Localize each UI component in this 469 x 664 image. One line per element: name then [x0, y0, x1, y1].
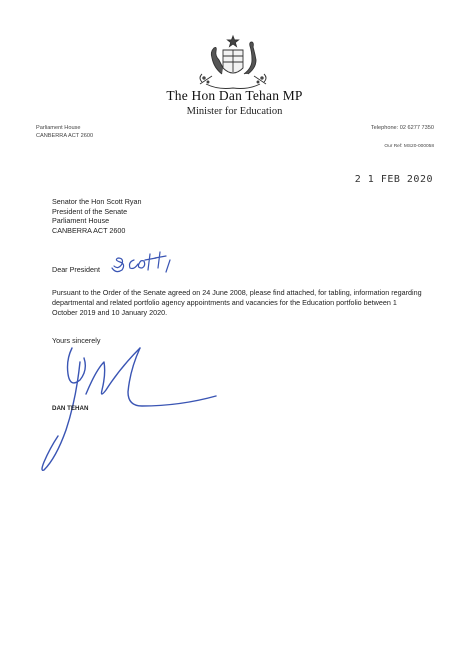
reference-number: Our Ref: MS20-000058 — [384, 144, 434, 149]
recipient-line: Senator the Hon Scott Ryan — [52, 197, 142, 206]
recipient-line: President of the Senate — [52, 206, 128, 216]
recipient-line: CANBERRA ACT 2600 — [52, 225, 126, 235]
telephone: Telephone: 02 6277 7350 — [370, 125, 434, 131]
letter-body: Pursuant to the Order of the Senate agreed on 24 June 2008, please find attached, for tabling, information regarding departmental and related portfolio agency appointments and vacancies for the Education portfolio between 1 October 2019 and 10 January 2020. — [52, 288, 422, 317]
signatory-name: DAN TEHAN — [52, 405, 89, 412]
minister-name: The Hon Dan Tehan MP — [166, 88, 303, 103]
date-stamp: 2 1 FEB 2020 — [354, 174, 433, 185]
closing: Yours sincerely — [52, 336, 101, 345]
coat-of-arms-icon — [188, 34, 278, 94]
recipient-line: Parliament House — [52, 216, 110, 226]
sender-address — [36, 125, 93, 140]
sender-address-line: CANBERRA ACT 2600 — [36, 132, 94, 139]
salutation: Dear President — [52, 265, 100, 274]
handwritten-salutation — [110, 248, 180, 276]
recipient-address — [52, 197, 142, 235]
minister-title: Minister for Education — [186, 106, 283, 117]
sender-address-line: Parliament House — [36, 125, 81, 131]
